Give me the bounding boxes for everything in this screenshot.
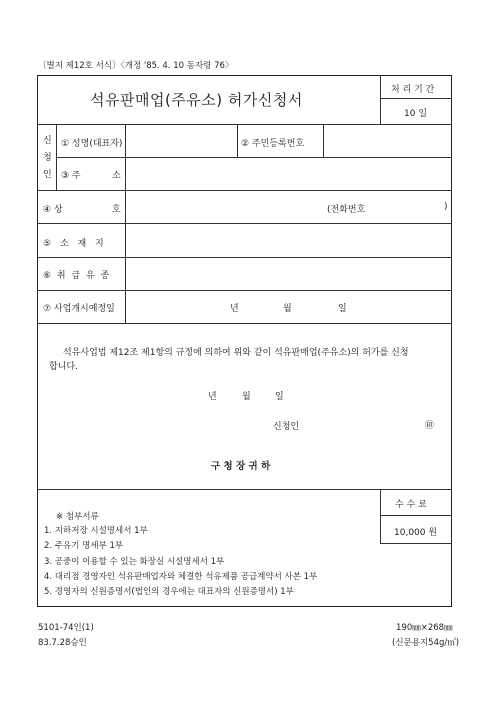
- attachment-item: 4. 대리점 경영자인 석유판매업자와 체결한 석유제품 공급계약서 사본 1부: [44, 572, 318, 582]
- divider: [380, 489, 381, 543]
- sign-month-label: 월: [242, 392, 251, 402]
- address-label-end: 소: [112, 171, 121, 181]
- attachment-item: 3. 공중이 이용할 수 있는 화장실 시설명세서 1부: [44, 557, 225, 567]
- page-title: 석유판매업(주유소) 허가신청서: [90, 91, 303, 109]
- start-month-label: 월: [283, 304, 292, 314]
- start-year-label: 년: [230, 304, 239, 314]
- attachments-heading: ※ 첨부서류: [56, 512, 99, 522]
- divider: [37, 190, 452, 191]
- form-reference: 〔별지 제12호 서식〕〈개정 '85. 4. 10 동자령 76〉: [38, 61, 234, 71]
- divider: [37, 290, 452, 291]
- divider: [37, 489, 452, 490]
- phone-close: ): [444, 202, 448, 212]
- address-label: ③ 주: [61, 171, 81, 181]
- sign-year-label: 년: [208, 392, 217, 402]
- applicant-sign-label: 신청인: [273, 422, 300, 432]
- divider: [380, 515, 452, 516]
- processing-period-value: 10 일: [404, 109, 428, 119]
- statement-text: 석유사업법 제12조 제1항의 규정에 의하여 위와 같이 석유판매업(주유소)의 허가를 신청: [63, 348, 409, 358]
- location-label: ⑤ 소 재 지: [43, 239, 104, 249]
- phone-label: (전화번호: [327, 205, 366, 215]
- attachment-item: 5. 경영자의 신원증명서(법인의 경우에는 대표자의 신원증명서) 1부: [44, 587, 294, 597]
- trade-name-label: ④ 상: [43, 205, 63, 215]
- fee-value: 10,000 원: [394, 528, 438, 538]
- start-day-label: 일: [338, 304, 347, 314]
- divider: [37, 124, 452, 125]
- statement-text-cont: 합니다.: [49, 362, 78, 372]
- processing-period-label: 처 리 기 간: [391, 85, 435, 95]
- divider: [37, 323, 452, 324]
- attachment-item: 2. 주유기 명세부 1부: [44, 541, 124, 551]
- reg-no-field[interactable]: [325, 126, 450, 155]
- addressee: 구 청 장 귀 하: [211, 461, 271, 472]
- start-date-label: ⑦ 사업개시예정일: [43, 304, 115, 314]
- paper-type: (신문용지54g/㎡): [392, 638, 460, 648]
- phone-field[interactable]: [382, 194, 442, 219]
- seal-mark: ㊞: [425, 421, 435, 431]
- reg-no-label: ② 주민등록번호: [241, 139, 305, 149]
- divider: [56, 157, 452, 158]
- location-field[interactable]: [127, 225, 450, 255]
- address-field[interactable]: [127, 159, 450, 188]
- divider: [380, 543, 452, 544]
- divider: [380, 98, 452, 99]
- applicant-group-char: 인: [43, 170, 52, 180]
- divider: [323, 124, 324, 157]
- form-number: 5101-74인(1): [38, 623, 94, 633]
- divider: [380, 75, 381, 124]
- sign-day-label: 일: [275, 392, 284, 402]
- trade-name-label-end: 호: [112, 205, 121, 215]
- applicant-group-char: 신: [43, 136, 52, 146]
- approval-date: 83.7.28승인: [38, 638, 87, 648]
- applicant-group-char: 청: [43, 153, 52, 163]
- items-label: ⑥ 취 급 유 종: [43, 271, 110, 281]
- divider: [237, 124, 238, 157]
- start-date-field[interactable]: [127, 292, 450, 321]
- name-label: ① 성명(대표자): [61, 139, 123, 149]
- divider: [37, 223, 452, 224]
- divider: [37, 257, 452, 258]
- attachment-item: 1. 지하저장 시설명세서 1부: [44, 526, 148, 536]
- name-field[interactable]: [127, 126, 235, 155]
- paper-size: 190㎜×268㎜: [396, 623, 453, 633]
- items-field[interactable]: [127, 259, 450, 288]
- trade-name-field[interactable]: [127, 192, 317, 221]
- fee-label: 수 수 료: [395, 500, 427, 510]
